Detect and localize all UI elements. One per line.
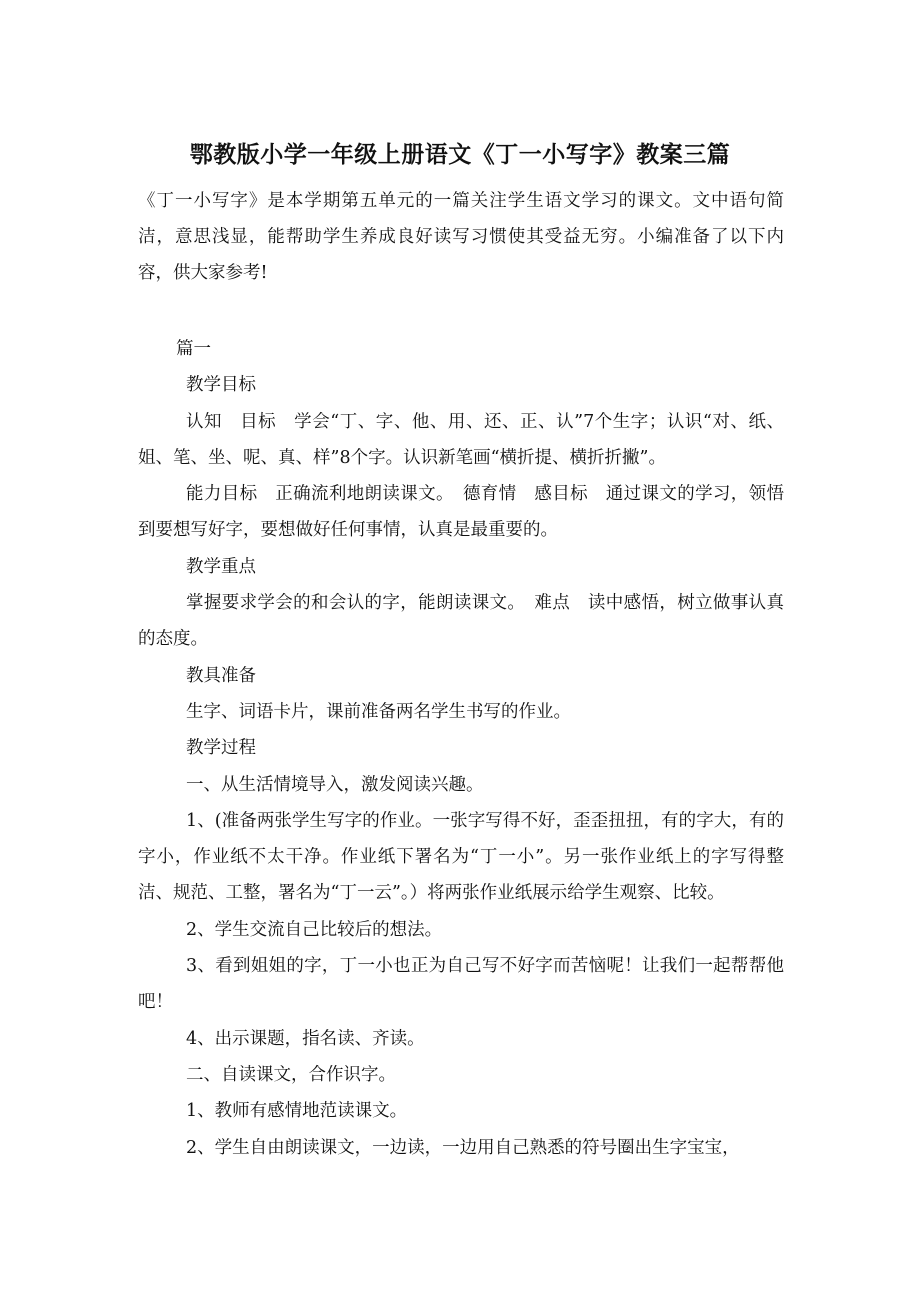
heading-teaching-goals: 教学目标 <box>186 375 256 396</box>
step-one-item-2: 2、学生交流自己比较后的想法。 <box>186 919 443 940</box>
paragraph-key-points: 掌握要求学会的和会认的字，能朗读课文。 难点 读中感悟，树立做事认真的态度。 <box>138 593 784 650</box>
document-body <box>138 331 784 1166</box>
step-two-heading: 二、自读课文，合作识字。 <box>186 1064 396 1085</box>
section-label: 篇一 <box>176 339 211 359</box>
step-two-item-2: 2、学生自由朗读课文，一边读，一边用自己熟悉的符号圈出生字宝宝， <box>186 1137 740 1158</box>
paragraph-cognitive-goals: 认知 目标 学会“丁、字、他、用、还、正、认”7个生字；认识“对、纸、姐、笔、坐、呢、真、样”8个字。认识新笔画“横折提、横折折撇”。 <box>138 411 784 468</box>
heading-teaching-aids: 教具准备 <box>186 665 256 686</box>
step-one-heading: 一、从生活情境导入，激发阅读兴趣。 <box>186 774 484 795</box>
paragraph-teaching-aids: 生字、词语卡片，课前准备两名学生书写的作业。 <box>186 701 571 722</box>
document-title: 鄂教版小学一年级上册语文《丁一小写字》教案三篇 <box>189 142 731 168</box>
step-one-item-3: 3、看到姐姐的字，丁一小也正为自己写不好字而苦恼呢！让我们一起帮帮他吧！ <box>138 956 784 1013</box>
step-one-item-1: 1、(准备两张学生写字的作业。一张字写得不好，歪歪扭扭，有的字大，有的字小，作业纸不太干净。作业纸下署名为“丁一小”。另一张作业纸上的字写得整洁、规范、工整，署名为“丁一云”。）将两张作业纸展示给学生观察、比较。 <box>138 810 784 904</box>
step-two-item-1: 1、教师有感情地范读课文。 <box>186 1101 408 1122</box>
paragraph-ability-goals: 能力目标 正确流利地朗读课文。 德育情 感目标 通过课文的学习，领悟到要想写好字，要想做好任何事情，认真是最重要的。 <box>138 484 784 541</box>
step-one-item-4: 4、出示课题，指名读、齐读。 <box>186 1028 425 1049</box>
heading-teaching-process: 教学过程 <box>186 738 256 759</box>
heading-key-points: 教学重点 <box>186 556 256 577</box>
intro-paragraph: 《丁一小写字》是本学期第五单元的一篇关注学生语文学习的课文。文中语句简洁，意思浅显，能帮助学生养成良好读写习惯使其受益无穷。小编准备了以下内容，供大家参考! <box>138 191 784 283</box>
